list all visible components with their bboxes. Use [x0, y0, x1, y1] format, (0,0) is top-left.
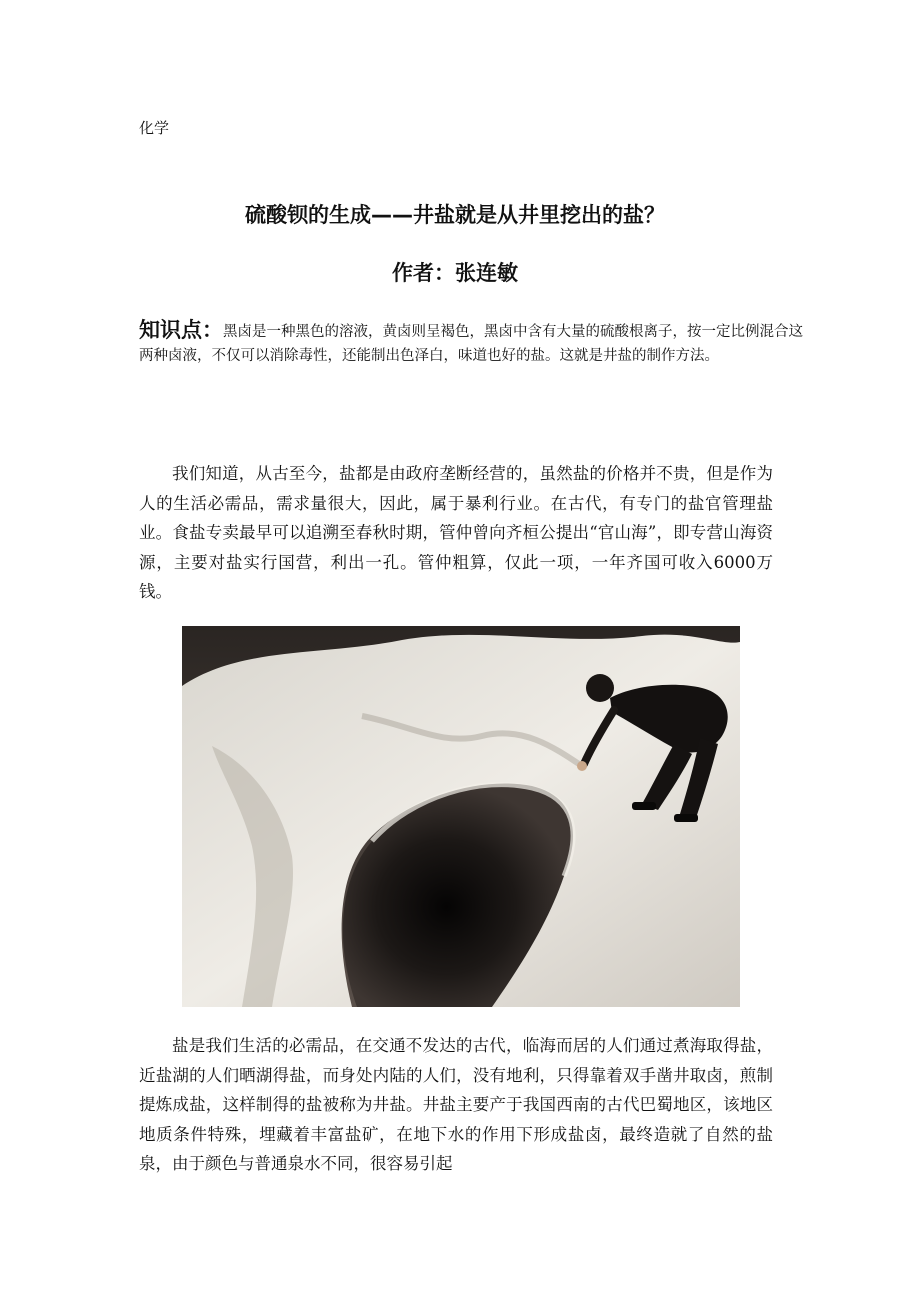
knowledge-point-block	[139, 318, 804, 368]
salt-well-photo-illustration	[182, 626, 740, 1007]
body-paragraph-1: 我们知道，从古至今，盐都是由政府垄断经营的，虽然盐的价格并不贵，但是作为人的生活必需品，需求量很大，因此，属于暴利行业。在古代，有专门的盐官管理盐业。食盐专卖最早可以追溯至春秋时期，管仲曾向齐桓公提出“官山海”，即专营山海资源，主要对盐实行国营，利出一孔。管仲粗算，仅此一项，一年齐国可收入6000万钱。	[139, 464, 773, 601]
author-line: 作者：张连敏	[392, 261, 518, 285]
knowledge-point-text: 黑卤是一种黑色的溶液，黄卤则呈褐色，黑卤中含有大量的硫酸根离子，按一定比例混合这两种卤液，不仅可以消除毒性，还能制出色泽白，味道也好的盐。这就是井盐的制作方法。	[139, 324, 803, 364]
article-title: 硫酸钡的生成——井盐就是从井里挖出的盐？	[245, 203, 665, 227]
salt-well-photo	[182, 626, 740, 1007]
knowledge-point-label: 知识点：	[139, 318, 223, 342]
subject-header: 化学	[139, 119, 170, 137]
body-paragraph-2: 盐是我们生活的必需品，在交通不发达的古代，临海而居的人们通过煮海取得盐，近盐湖的人们晒湖得盐，而身处内陆的人们，没有地利，只得靠着双手凿井取卤，煎制提炼成盐，这样制得的盐被称为井盐。井盐主要产于我国西南的古代巴蜀地区，该地区地质条件特殊，埋藏着丰富盐矿，在地下水的作用下形成盐卤，最终造就了自然的盐泉，由于颜色与普通泉水不同，很容易引起	[139, 1036, 773, 1173]
